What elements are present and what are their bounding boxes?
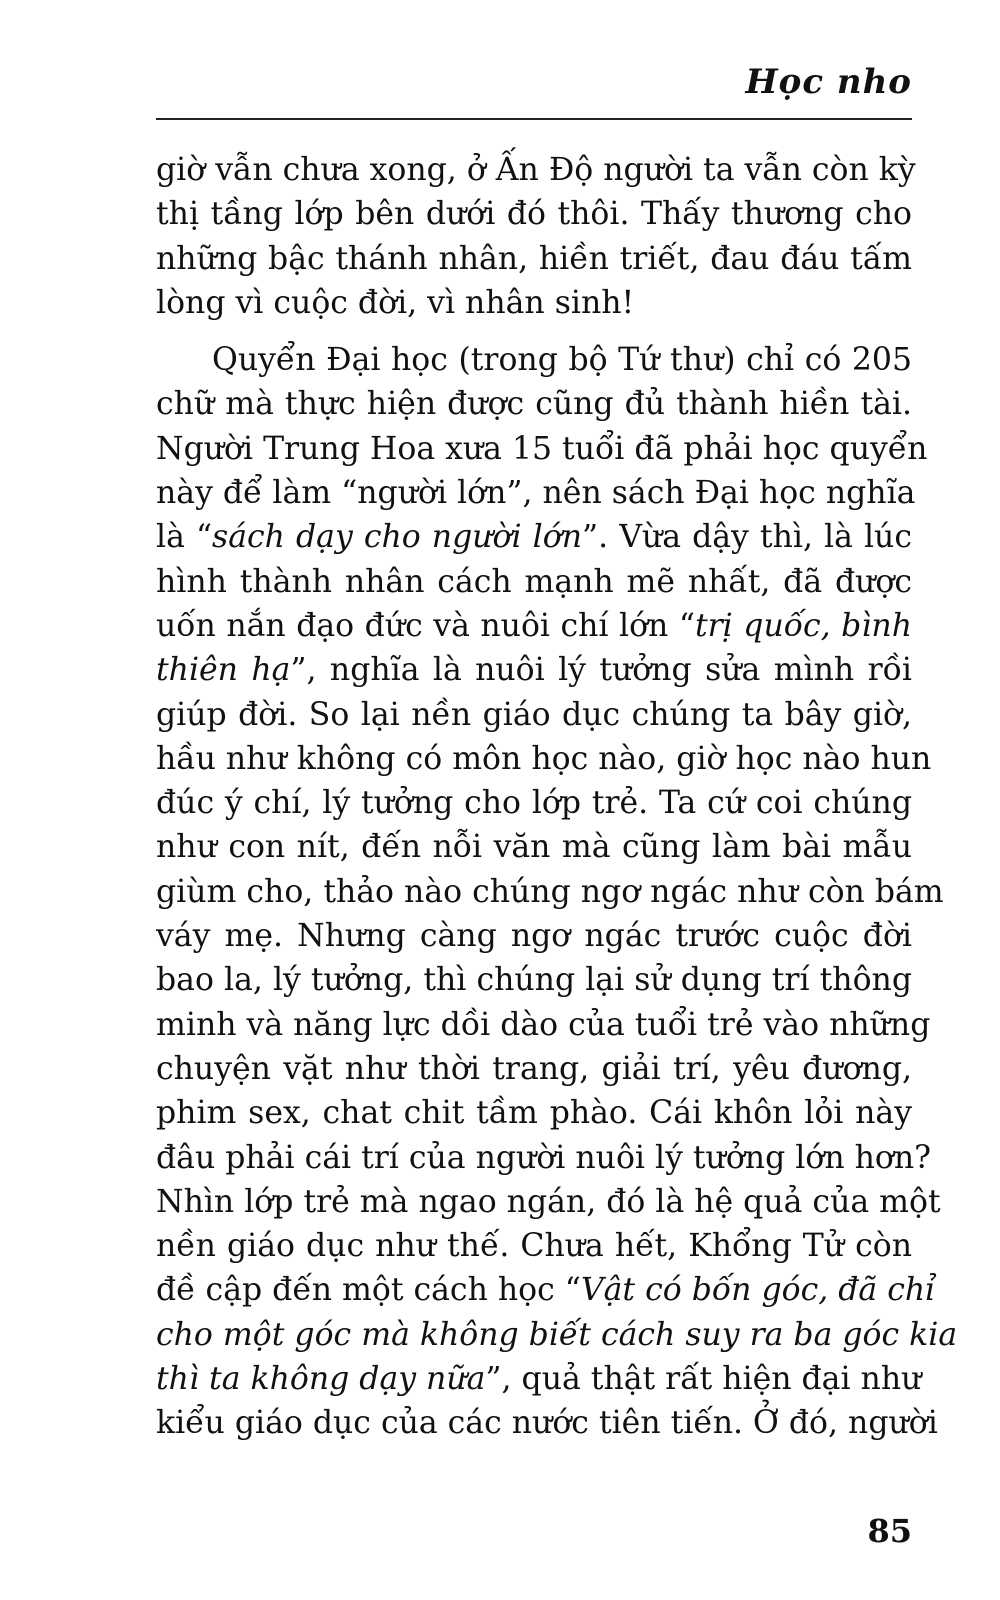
text-segment: đề cập đến một cách học “ xyxy=(156,1272,581,1309)
body-text xyxy=(156,148,958,1446)
text-line xyxy=(156,693,912,737)
text-segment: phim sex, chat chit tầm phào. Cái khôn lỏi này xyxy=(156,1095,912,1132)
paragraph-gap xyxy=(156,325,912,338)
paragraph xyxy=(156,338,958,1445)
italic-text: trị quốc, bình xyxy=(694,607,912,644)
text-segment: đúc ý chí, lý tưởng cho lớp trẻ. Ta cứ coi chúng xyxy=(156,785,912,822)
text-segment: ”. Vừa dậy thì, là lúc xyxy=(582,519,912,556)
text-line xyxy=(156,1047,912,1091)
text-segment: hình thành nhân cách mạnh mẽ nhất, đã được xyxy=(156,563,912,600)
italic-text: sách dạy cho người lớn xyxy=(212,519,582,556)
text-line xyxy=(156,1180,941,1224)
text-line xyxy=(156,281,912,325)
text-segment: thị tầng lớp bên dưới đó thôi. Thấy thương cho xyxy=(156,196,912,233)
italic-text: Vật có bốn góc, đã chỉ xyxy=(580,1272,936,1309)
text-segment: hầu như không có môn học nào, giờ học nào hun xyxy=(156,740,932,777)
paragraph xyxy=(156,148,916,325)
text-line xyxy=(156,1136,932,1180)
text-line xyxy=(156,870,944,914)
text-line xyxy=(156,1268,936,1312)
italic-text: thì ta không dạy nữa xyxy=(156,1361,486,1398)
text-segment: minh và năng lực dồi dào của tuổi trẻ vào những xyxy=(156,1006,931,1043)
text-line xyxy=(156,338,912,382)
text-line xyxy=(156,914,912,958)
text-line xyxy=(156,1091,912,1135)
text-segment: đâu phải cái trí của người nuôi lý tưởng lớn hơn? xyxy=(156,1139,932,1176)
text-segment: những bậc thánh nhân, hiền triết, đau đáu tấm xyxy=(156,240,912,277)
text-segment: nền giáo dục như thế. Chưa hết, Khổng Tử còn xyxy=(156,1228,912,1265)
text-line xyxy=(156,148,916,192)
text-line xyxy=(156,1224,912,1268)
text-segment: ”, quả thật rất hiện đại như xyxy=(485,1361,922,1398)
text-line xyxy=(156,648,912,692)
text-line xyxy=(156,471,916,515)
text-segment: bao la, lý tưởng, thì chúng lại sử dụng trí thông xyxy=(156,962,912,999)
text-segment: uốn nắn đạo đức và nuôi chí lớn “ xyxy=(156,607,695,644)
text-line xyxy=(156,192,912,236)
text-segment: giờ vẫn chưa xong, ở Ấn Độ người ta vẫn còn kỳ xyxy=(156,152,916,188)
text-segment: kiểu giáo dục của các nước tiên tiến. Ở đó, người xyxy=(156,1405,938,1442)
text-segment: lòng vì cuộc đời, vì nhân sinh! xyxy=(156,284,635,321)
text-segment: Người Trung Hoa xưa 15 tuổi đã phải học quyển xyxy=(156,430,928,467)
italic-text: cho một góc mà không biết cách suy ra ba góc kia xyxy=(156,1316,958,1353)
text-line xyxy=(156,560,912,604)
text-segment: là “ xyxy=(156,519,213,556)
text-segment: như con nít, đến nỗi văn mà cũng làm bài mẫu xyxy=(156,829,912,866)
text-line xyxy=(156,1401,938,1445)
page-number: 85 xyxy=(867,1512,912,1550)
text-segment: giúp đời. So lại nền giáo dục chúng ta bây giờ, xyxy=(156,696,912,733)
text-line xyxy=(156,781,912,825)
text-segment: chuyện vặt như thời trang, giải trí, yêu đương, xyxy=(156,1050,912,1087)
running-head-title: Học nho xyxy=(745,62,912,102)
text-segment: giùm cho, thảo nào chúng ngơ ngác như còn bám xyxy=(156,873,944,910)
text-line xyxy=(156,604,912,648)
header-rule xyxy=(156,118,912,120)
text-segment: này để làm “người lớn”, nên sách Đại học nghĩa xyxy=(156,475,916,512)
text-line xyxy=(156,515,912,559)
text-segment: chữ mà thực hiện được cũng đủ thành hiền tài. xyxy=(156,386,912,423)
text-line xyxy=(156,427,928,471)
italic-text: thiên hạ xyxy=(156,652,291,689)
text-segment: váy mẹ. Nhưng càng ngơ ngác trước cuộc đời xyxy=(156,918,912,955)
text-line xyxy=(156,1313,958,1357)
text-segment: ”, nghĩa là nuôi lý tưởng sửa mình rồi xyxy=(290,652,913,689)
text-line xyxy=(156,958,912,1002)
text-line xyxy=(156,737,932,781)
text-line xyxy=(156,382,912,426)
text-line xyxy=(156,1003,931,1047)
text-segment: Quyển Đại học (trong bộ Tứ thư) chỉ có 205 xyxy=(212,342,912,379)
text-line xyxy=(156,237,912,281)
text-segment: Nhìn lớp trẻ mà ngao ngán, đó là hệ quả của một xyxy=(156,1183,941,1220)
text-line xyxy=(156,1357,922,1401)
text-line xyxy=(156,825,912,869)
